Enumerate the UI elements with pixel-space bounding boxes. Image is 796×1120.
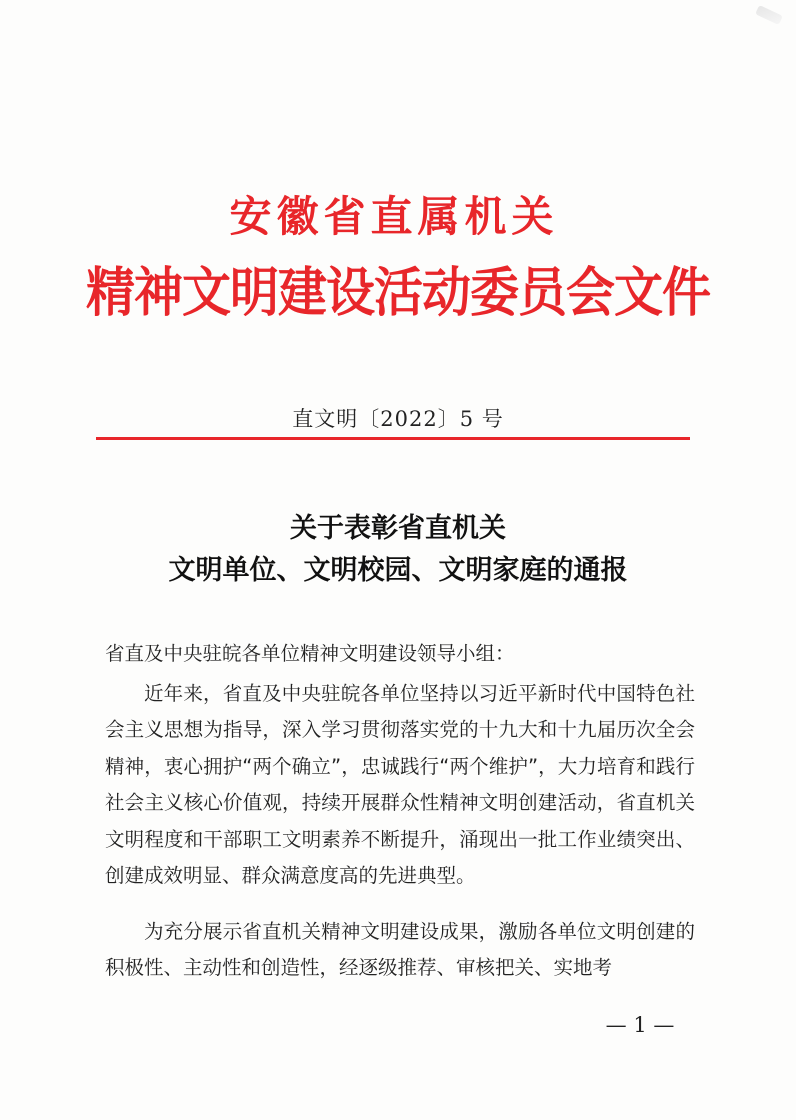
document-title-line2: 文明单位、文明校园、文明家庭的通报 <box>168 555 628 586</box>
document-number: 直文明〔2022〕5 号 <box>292 407 504 431</box>
page-number: — 1 — <box>605 1013 675 1037</box>
salutation: 省直及中央驻皖各单位精神文明建设领导小组： <box>105 642 515 665</box>
body-paragraph-1: 近年来，省直及中央驻皖各单位坚持以习近平新时代中国特色社会主义思想为指导，深入学习贯彻落实党的十九大和十九届历次全会精神，衷心拥护“两个确立”，忠诚践行“两个维护”，大力培育和践行社会主义核心价值观，持续开展群众性精神文明创建活动，省直机关文明程度和干部职工文明素养不断提升，涌现出一批工作业绩突出、创建成效明显、群众满意度高的先进典型。 <box>105 682 695 888</box>
red-separator-line <box>96 437 690 440</box>
scan-corner-mark <box>755 5 783 25</box>
document-title-line1: 关于表彰省直机关 <box>290 513 506 544</box>
issuer-header-line1: 安徽省直属机关 <box>229 192 559 241</box>
body-paragraph-2: 为充分展示省直机关精神文明建设成果，激励各单位文明创建的积极性、主动性和创造性，经逐级推荐、审核把关、实地考 <box>105 920 695 980</box>
issuer-header-line2: 精神文明建设活动委员会文件 <box>85 260 710 324</box>
